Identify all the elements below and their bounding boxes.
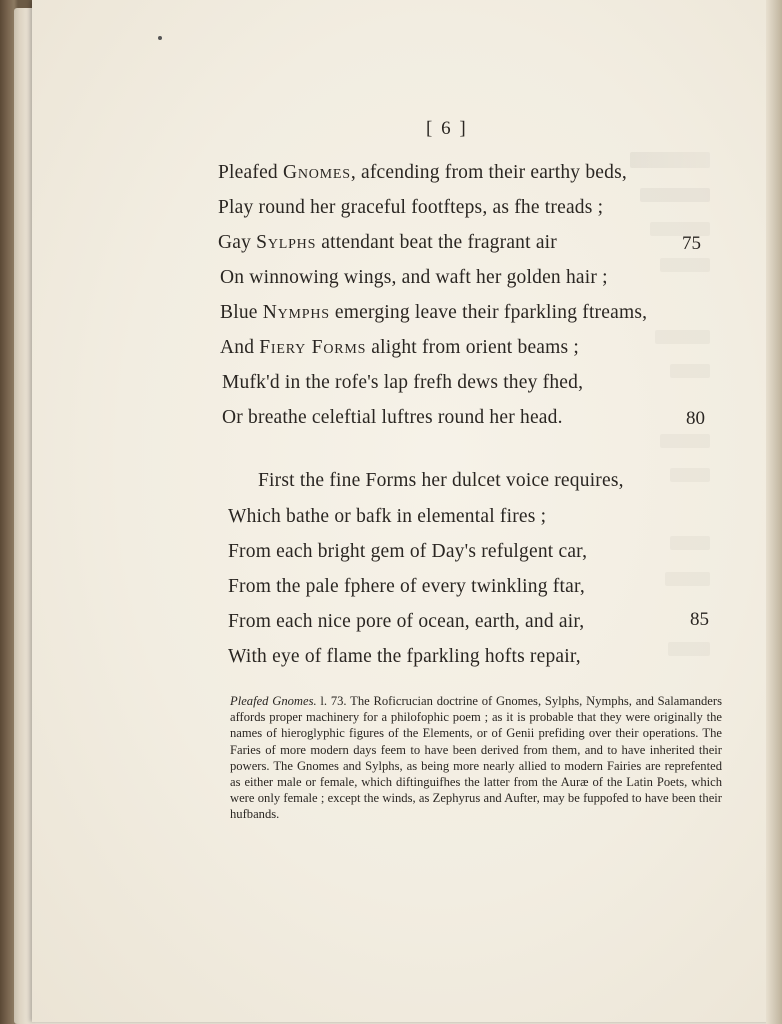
verse-text: Or breathe celeftial luftres round her head. xyxy=(222,407,563,428)
verse-line xyxy=(222,372,583,394)
verse-text: emerging leave their fparkling ftreams, xyxy=(329,302,648,323)
verse-line xyxy=(218,162,627,184)
verse-text: Gay xyxy=(218,232,257,253)
verse-line: From each nice pore of ocean, earth, and air, xyxy=(228,611,585,632)
verse-text: Pleafed xyxy=(218,162,283,183)
verse-line xyxy=(220,337,579,359)
footnote xyxy=(230,693,722,823)
verse-line: From each bright gem of Day's refulgent car, xyxy=(228,541,588,562)
verse-smallcaps: Nymphs xyxy=(262,302,330,323)
verse-line: First the fine Forms her dulcet voice requires, xyxy=(258,470,624,491)
verse-smallcaps: Fiery Forms xyxy=(259,337,367,358)
line-number: 80 xyxy=(686,408,705,429)
verse-text: attendant beat the fragrant air xyxy=(316,232,557,253)
verse-text: Blue xyxy=(220,302,263,323)
verse-line xyxy=(220,267,608,289)
verse-text: And xyxy=(220,337,260,358)
page-number: [ 6 ] xyxy=(426,118,468,139)
page-right-edge xyxy=(766,0,782,1024)
verse-line xyxy=(218,197,603,219)
ink-spot xyxy=(158,36,162,40)
verse-line: With eye of flame the fparkling hofts repair, xyxy=(228,646,581,667)
verse-line xyxy=(220,302,647,324)
verse-line xyxy=(222,407,563,429)
verse-line: From the pale fphere of every twinkling ftar, xyxy=(228,576,585,597)
verse-smallcaps: Gnomes xyxy=(282,162,351,183)
verse-text: Mufk'd in the rofe's lap frefh dews they fhed, xyxy=(222,372,584,393)
verse-text: On winnowing wings, and waft her golden hair ; xyxy=(220,267,608,288)
verse-text: , afcending from their earthy beds, xyxy=(350,162,627,183)
verse-smallcaps: Sylphs xyxy=(256,232,317,253)
verse-text: Play round her graceful footfteps, as fhe treads ; xyxy=(218,197,604,218)
line-number: 75 xyxy=(682,233,701,254)
verse-line xyxy=(218,232,557,254)
footnote-lead: Pleafed Gnomes. xyxy=(230,694,317,708)
footnote-body: l. 73. The Roficrucian doctrine of Gnomes, Sylphs, Nymphs, and Salamanders affords proper machinery for a philofophic poem ; as it is probable that they were originally the names of hieroglyphic figures of the Elements, or of Genii prefiding over their operations. The Faries of more modern days feem to have been derived from them, and to have inherited their powers. The Gnomes and Sylphs, as being more nearly allied to modern Fairies are reprefented as either male or female, which diftinguifhes the latter from the Auræ of the Latin Poets, which were only female ; except the winds, as Zephyrus and Aufter, may be fuppofed to have been their hufbands. xyxy=(230,694,722,822)
verse-text: alight from orient beams ; xyxy=(366,337,580,358)
line-number: 85 xyxy=(690,609,709,630)
verse-line: Which bathe or bafk in elemental fires ; xyxy=(228,506,547,527)
